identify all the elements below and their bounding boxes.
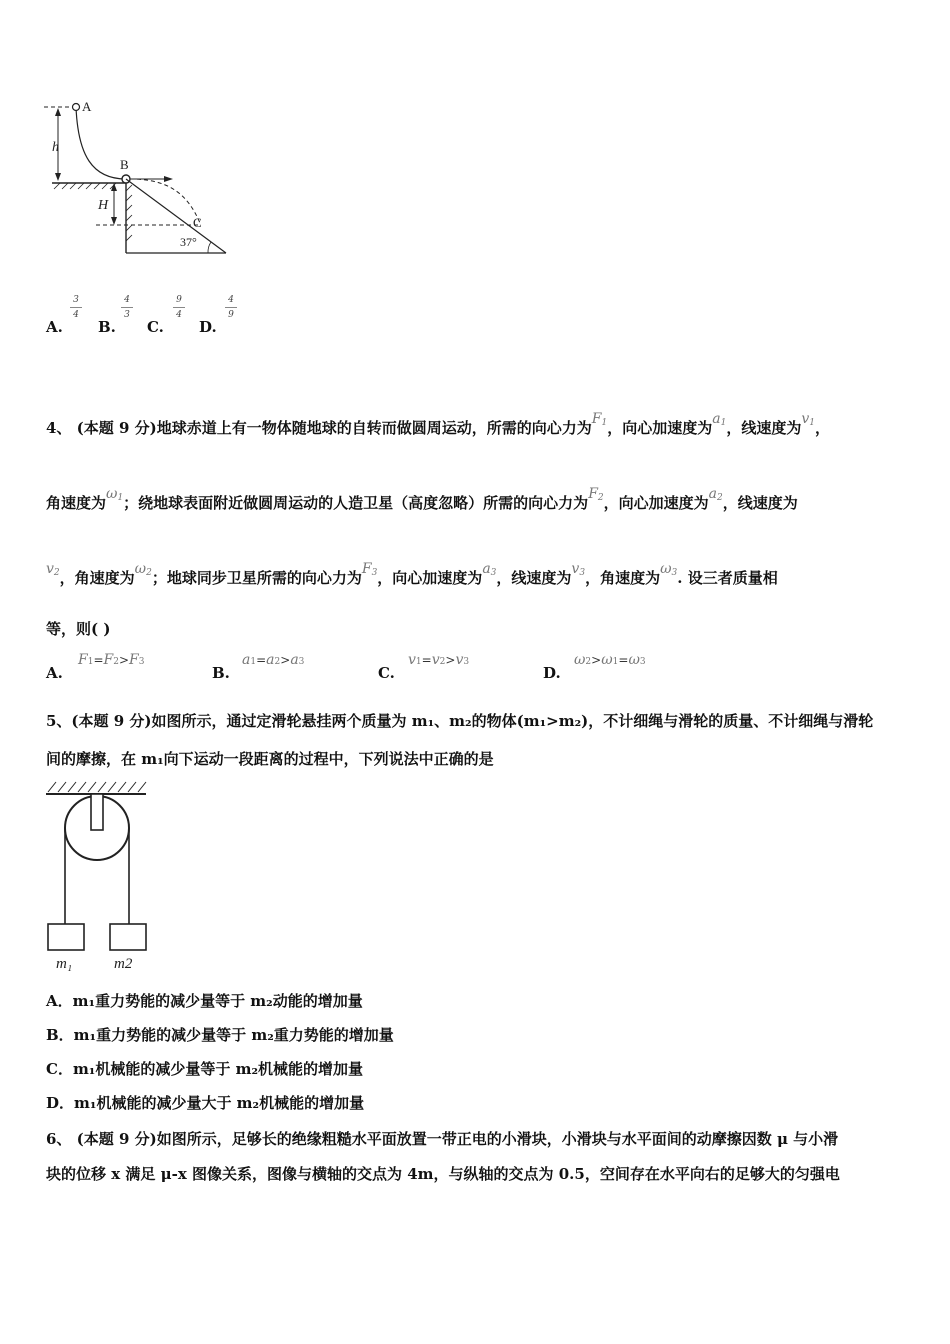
label-h: h	[52, 140, 59, 155]
q5-option-a[interactable]: A．m₁重力势能的减少量等于 m₂动能的增加量	[46, 992, 363, 1010]
q4-line-2: 角速度为$\omega_1$；绕地球表面附近做圆周运动的人造卫星（高度忽略）所需的向心力为$F_2$，向心加速度为$a_2$，线速度为	[46, 486, 798, 512]
label-big-h: H	[98, 198, 109, 213]
var-a3: $a_3$	[482, 561, 497, 578]
q6-line-1: 6、 (本题 9 分)如图所示，足够长的绝缘粗糙水平面放置一带正电的小滑块，小滑块与水平面间的动摩擦因数 μ 与小滑	[46, 1130, 839, 1148]
q6-line-2: 块的位移 x 满足 μ-x 图像关系，图像与横轴的交点为 4m，与纵轴的交点为 0.5，空间存在水平向右的足够大的匀强电	[46, 1165, 840, 1183]
var-v1: $v_1$	[801, 411, 815, 428]
q4-option-a-label[interactable]: A.	[46, 664, 63, 682]
q4-line-1: 4、 (本题 9 分)地球赤道上有一物体随地球的自转而做圆周运动，所需的向心力为$F_1$，向心加速度为$a_1$，线速度为$v_1$，	[46, 411, 830, 437]
q3-option-c-fraction: 9 4	[173, 294, 185, 321]
var-a2: $a_2$	[708, 486, 723, 503]
var-v3: $v_3$	[571, 561, 586, 578]
q3-option-d-fraction: 4 9	[225, 294, 237, 321]
q5-line-2: 间的摩擦，在 m₁向下运动一段距离的过程中，下列说法中正确的是	[46, 750, 494, 768]
q4-option-b-expr: a1=a2>a3	[242, 652, 305, 668]
q3-figure	[40, 95, 240, 260]
label-angle: 37°	[180, 235, 197, 249]
var-f1: $F_1$	[591, 411, 608, 428]
q4-option-b-label[interactable]: B.	[212, 664, 230, 682]
q5-option-c[interactable]: C．m₁机械能的减少量等于 m₂机械能的增加量	[46, 1060, 364, 1078]
q4-line-3: $v_2$，角速度为$\omega_2$；地球同步卫星所需的向心力为$F_3$，向心加速度为$a_3$，线速度为$v_3$，角速度为$\omega_3$. 设三者质量相	[46, 561, 778, 587]
label-a: A	[82, 99, 92, 114]
q3-option-c-label[interactable]: C.	[147, 318, 164, 336]
q4-option-c-label[interactable]: C.	[378, 664, 395, 682]
q3-option-a-label[interactable]: A.	[46, 318, 63, 336]
q5-line-1: 5、(本题 9 分)如图所示，通过定滑轮悬挂两个质量为 m₁、m₂的物体(m₁>m₂)，不计细绳与滑轮的质量、不计细绳与滑轮	[46, 712, 874, 730]
var-f3: $F_3$	[361, 561, 378, 578]
q3-option-d-label[interactable]: D.	[199, 318, 217, 336]
var-v2: $v_2$	[46, 561, 60, 578]
q5-option-b[interactable]: B．m₁重力势能的减少量等于 m₂重力势能的增加量	[46, 1026, 394, 1044]
q4-option-c-expr: v1=v2>v3	[408, 652, 470, 668]
q3-option-b-fraction: 4 3	[121, 294, 133, 321]
q4-option-d-expr: ω2>ω1=ω3	[574, 652, 646, 668]
q5-pulley-figure	[42, 778, 152, 973]
label-b: B	[120, 157, 129, 172]
label-m2: m2	[114, 956, 133, 972]
var-a1: $a_1$	[712, 411, 727, 428]
q4-option-a-expr: F1=F2>F3	[78, 652, 145, 668]
q3-option-b-label[interactable]: B.	[98, 318, 116, 336]
var-f2: $F_2$	[588, 486, 604, 503]
var-w3: $\omega_3$	[660, 561, 678, 578]
q4-line-4: 等，则( )	[46, 620, 111, 638]
label-c: C	[193, 215, 202, 230]
var-w2: $\omega_2$	[134, 561, 152, 578]
q3-option-a-fraction: 3 4	[70, 294, 82, 321]
q4-option-d-label[interactable]: D.	[543, 664, 561, 682]
var-w1: $\omega_1$	[106, 486, 124, 503]
label-m1: m₁	[56, 956, 73, 972]
q5-option-d[interactable]: D．m₁机械能的减少量大于 m₂机械能的增加量	[46, 1094, 365, 1112]
